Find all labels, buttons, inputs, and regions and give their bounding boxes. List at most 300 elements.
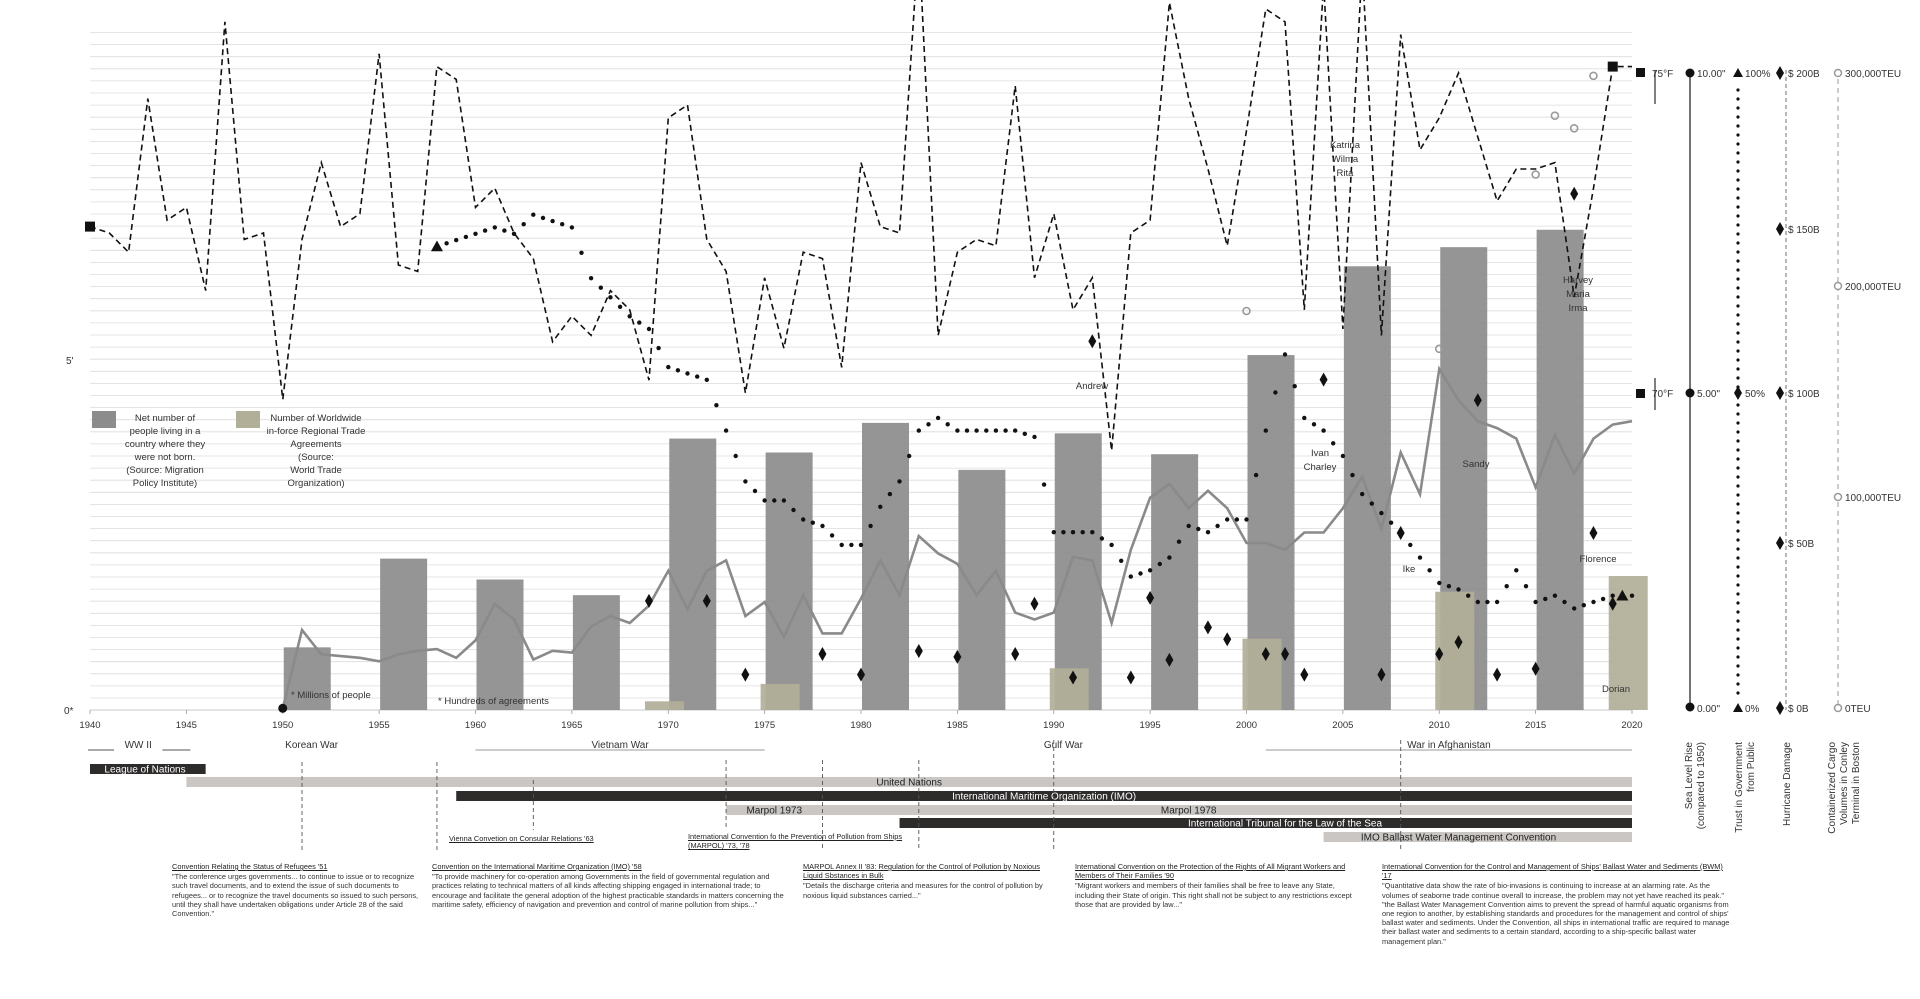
trust-point <box>897 479 901 483</box>
rta-bar <box>645 701 684 710</box>
trust-point <box>464 235 468 239</box>
trust-axis-dot <box>1736 232 1739 235</box>
trust-point <box>579 251 583 255</box>
convention-note <box>449 834 649 844</box>
trust-point <box>560 222 564 226</box>
trust-point <box>1032 435 1036 439</box>
trust-point <box>1215 524 1219 528</box>
trust-point <box>1042 482 1046 486</box>
hurricane-diamond <box>1570 187 1578 201</box>
trust-axis-dot <box>1736 97 1739 100</box>
institution-label: International Maritime Organization (IMO) <box>952 791 1137 803</box>
trust-point <box>1370 501 1374 505</box>
trust-axis-dot <box>1736 88 1739 91</box>
cargo-axis-label: 0TEU <box>1845 704 1871 715</box>
trust-point <box>772 498 776 502</box>
trust-point <box>637 320 641 324</box>
legend-label-migrants: Policy Institute) <box>132 478 198 489</box>
hurricane-diamond <box>741 668 749 682</box>
hurricane-label: Rita <box>1336 168 1354 179</box>
trust-point <box>1630 594 1634 598</box>
x-tick-label: 2010 <box>1428 720 1450 731</box>
x-tick-label: 1940 <box>79 720 101 731</box>
trust-point <box>1109 543 1113 547</box>
hurricane-diamond <box>1589 526 1597 540</box>
trust-axis-dot <box>1736 124 1739 127</box>
trust-point <box>1273 390 1277 394</box>
trust-point <box>1119 559 1123 563</box>
trust-point <box>1023 432 1027 436</box>
trust-start-marker <box>431 240 443 251</box>
trust-axis-dot <box>1736 286 1739 289</box>
trust-point <box>1408 543 1412 547</box>
trust-point <box>762 498 766 502</box>
migrants-bar <box>477 580 524 711</box>
trust-axis-dot <box>1736 574 1739 577</box>
convention-text: "To provide machinery for co-operation among Governments in the field of governmental regulation and practices relating to technical matters of all kinds affecting shipping engaged in international trade; to encourage and facilitate the general adoption of the highest practicable standards in matters concerning the maritime safety, efficiency of navigation and prevention and control of marine pollution from ships..." <box>432 872 784 909</box>
trust-point <box>1283 352 1287 356</box>
trust-axis-dot <box>1736 142 1739 145</box>
trust-point <box>955 428 959 432</box>
trust-axis-dot <box>1736 412 1739 415</box>
migrants-bar <box>380 559 427 710</box>
trust-point <box>1312 422 1316 426</box>
war-label: Korean War <box>285 740 339 751</box>
trust-axis-dot <box>1736 295 1739 298</box>
trust-axis-dot <box>1736 106 1739 109</box>
x-tick-label: 2005 <box>1332 720 1354 731</box>
trust-point <box>753 489 757 493</box>
trust-point <box>1505 584 1509 588</box>
trust-axis-dot <box>1736 313 1739 316</box>
cargo-point <box>1532 171 1539 178</box>
trust-axis-dot <box>1736 178 1739 181</box>
trust-axis-dot <box>1736 223 1739 226</box>
trust-point <box>791 508 795 512</box>
trust-point <box>1321 428 1325 432</box>
legend-label-rta: Organization) <box>287 478 345 489</box>
trust-point <box>743 479 747 483</box>
agreements-unit-note: * Hundreds of agreements <box>438 696 549 707</box>
hurricane-diamond <box>1011 647 1019 661</box>
cargo-axis-label: 300,000TEU <box>1845 69 1902 80</box>
trust-point <box>974 428 978 432</box>
institution-bar <box>822 805 1632 815</box>
convention-note <box>172 862 427 918</box>
trust-point <box>965 428 969 432</box>
trust-point <box>1533 600 1537 604</box>
institution-label: League of Nations <box>104 764 186 776</box>
x-tick-label: 2000 <box>1235 720 1258 731</box>
trust-point <box>782 498 786 502</box>
trust-point <box>724 428 728 432</box>
trust-axis-dot <box>1736 484 1739 487</box>
cargo-axis-label: 100,000TEU <box>1845 493 1902 504</box>
trust-axis-dot <box>1736 583 1739 586</box>
hurricane-diamond <box>1493 668 1501 682</box>
trust-point <box>1293 384 1297 388</box>
legend-label-rta: (Source: <box>298 452 334 463</box>
legend-label-migrants: country where they <box>124 439 206 450</box>
hurricane-axis-label: $ 150B <box>1788 225 1820 236</box>
legend-label-migrants: were not born. <box>134 452 196 463</box>
trust-axis-dot <box>1736 340 1739 343</box>
trust-axis-dot <box>1736 619 1739 622</box>
y-axis-label-zero: 0* <box>64 706 74 717</box>
hurricane-diamond <box>1223 632 1231 646</box>
trust-point <box>840 543 844 547</box>
trust-point <box>1090 530 1094 534</box>
trust-axis-dot <box>1736 250 1739 253</box>
trust-point <box>1360 492 1364 496</box>
convention-note <box>1382 862 1732 946</box>
x-tick-label: 1995 <box>1139 720 1161 731</box>
x-tick-label: 1955 <box>368 720 390 731</box>
temp-axis-label: 70°F <box>1652 389 1674 400</box>
trust-point <box>1187 524 1191 528</box>
temp-axis-marker <box>1636 68 1645 77</box>
trust-point <box>1302 416 1306 420</box>
legend-swatch-rta <box>236 411 260 428</box>
trust-point <box>705 378 709 382</box>
trust-point <box>801 517 805 521</box>
hurricane-axis-marker <box>1776 701 1784 715</box>
trust-point <box>676 368 680 372</box>
convention-note <box>1075 862 1365 909</box>
sea-axis-marker <box>1686 389 1695 398</box>
trust-point <box>647 327 651 331</box>
institution-label: Marpol 1978 <box>1160 805 1217 817</box>
trust-point <box>1476 600 1480 604</box>
cargo-point <box>1590 72 1597 79</box>
trust-axis-dot <box>1736 268 1739 271</box>
trust-point <box>1100 536 1104 540</box>
trust-point <box>1138 571 1142 575</box>
trust-point <box>714 403 718 407</box>
x-tick-label: 1945 <box>175 720 197 731</box>
convention-text: "The conference urges governments... to continue to issue or to recognize such travel documents, and to extend the issue of such documents to refugees... or to recognize the travel documents so issued to such persons, until they shall have undertaken obligations under Article 28 of the said Convention." <box>172 872 419 919</box>
trust-axis-dot <box>1736 601 1739 604</box>
trust-point <box>936 416 940 420</box>
y-axis-label-five: 5' <box>66 356 74 367</box>
trust-point <box>1331 441 1335 445</box>
trust-point <box>1071 530 1075 534</box>
migrants-bar <box>573 595 620 710</box>
trust-axis-dot <box>1736 241 1739 244</box>
convention-text: "Migrant workers and members of their families shall be free to leave any State, including their State of origin. This right shall not be subject to any restrictions except those that are provided by law..." <box>1075 881 1352 909</box>
trust-point <box>1013 428 1017 432</box>
cargo-axis-label: 200,000TEU <box>1845 282 1902 293</box>
rta-bar <box>1050 668 1089 710</box>
hurricane-label: Ivan <box>1311 448 1329 459</box>
hurricane-axis-marker <box>1776 536 1784 550</box>
convention-title: International Convention fo the Prevention of Pollution from Ships (MARPOL) '73, '78 <box>688 832 903 851</box>
trust-point <box>1052 530 1056 534</box>
trust-point <box>550 219 554 223</box>
hurricane-label: Charley <box>1303 462 1337 473</box>
trust-point <box>1254 473 1258 477</box>
trust-axis-dot <box>1736 502 1739 505</box>
institution-label: United Nations <box>876 777 942 789</box>
rta-bar <box>1243 639 1282 710</box>
trust-axis-dot <box>1736 646 1739 649</box>
trust-point <box>695 374 699 378</box>
trust-point <box>656 346 660 350</box>
temperature-end-marker <box>1608 62 1618 72</box>
trust-axis-dot <box>1736 115 1739 118</box>
rta-bar <box>761 684 800 710</box>
trust-axis-marker <box>1734 386 1742 400</box>
trust-point <box>599 286 603 290</box>
trust-point <box>1003 428 1007 432</box>
trust-axis-dot <box>1736 259 1739 262</box>
trust-axis-dot <box>1736 367 1739 370</box>
migrants-bar <box>669 439 716 710</box>
trust-point <box>512 232 516 236</box>
war-label: War in Afghanistan <box>1407 740 1491 751</box>
sea-axis-caption: Sea Level Rise <box>1684 742 1695 810</box>
hurricane-label: Dorian <box>1602 684 1630 695</box>
institution-label: Marpol 1973 <box>746 805 803 817</box>
migrants-bar <box>862 423 909 710</box>
convention-note <box>432 862 788 909</box>
x-tick-label: 2020 <box>1621 720 1643 731</box>
trust-point <box>608 295 612 299</box>
trust-axis-dot <box>1736 277 1739 280</box>
trust-axis-dot <box>1736 349 1739 352</box>
trust-axis-dot <box>1736 205 1739 208</box>
trust-point <box>1514 568 1518 572</box>
trust-axis-dot <box>1736 655 1739 658</box>
trust-axis-dot <box>1736 187 1739 190</box>
trust-axis-dot <box>1736 466 1739 469</box>
hurricane-label: Katrina <box>1329 140 1361 151</box>
hurricane-diamond <box>915 644 923 658</box>
hurricane-label: Florence <box>1579 554 1617 565</box>
hurricane-diamond <box>1204 620 1212 634</box>
convention-title: MARPOL Annex II '83: Regulation for the Control of Pollution by Noxious Liquid Sbstances in Bulk <box>803 862 1040 881</box>
convention-title: Vienna Convetion on Consular Relations '63 <box>449 834 594 843</box>
trust-axis-dot <box>1736 358 1739 361</box>
migrants-bar <box>766 452 813 710</box>
trust-axis-dot <box>1736 547 1739 550</box>
trust-point <box>878 505 882 509</box>
trust-axis-dot <box>1736 511 1739 514</box>
trust-axis-dot <box>1736 691 1739 694</box>
trust-axis-dot <box>1736 664 1739 667</box>
trust-point <box>994 428 998 432</box>
trust-point <box>859 543 863 547</box>
hurricane-label: Irma <box>1568 303 1588 314</box>
hurricane-axis-marker <box>1776 222 1784 236</box>
trust-point <box>1379 511 1383 515</box>
trust-point <box>666 365 670 369</box>
trust-point <box>1264 428 1268 432</box>
trust-point <box>907 454 911 458</box>
trust-point <box>946 422 950 426</box>
trust-point <box>444 241 448 245</box>
trust-point <box>1206 530 1210 534</box>
trust-point <box>1572 606 1576 610</box>
trust-point <box>473 232 477 236</box>
temp-axis-marker <box>1636 389 1645 398</box>
trust-point <box>1591 600 1595 604</box>
trust-point <box>1582 603 1586 607</box>
sea-axis-label: 0.00" <box>1697 704 1721 715</box>
trust-axis-dot <box>1736 160 1739 163</box>
hurricane-diamond <box>1300 668 1308 682</box>
legend-swatch-migrants <box>92 411 116 428</box>
trust-axis-dot <box>1736 592 1739 595</box>
trust-point <box>984 428 988 432</box>
hurricane-diamond <box>818 647 826 661</box>
trust-axis-dot <box>1736 556 1739 559</box>
trust-point <box>849 543 853 547</box>
legend-label-rta: Number of Worldwide <box>270 413 362 424</box>
trust-point <box>531 213 535 217</box>
legend-label-rta: World Trade <box>290 465 342 476</box>
trust-point <box>888 492 892 496</box>
sea-axis-caption: (compared to 1950) <box>1696 742 1707 830</box>
legend-label-migrants: people living in a <box>129 426 201 437</box>
cargo-axis-marker <box>1835 494 1842 501</box>
hurricane-label: Sandy <box>1462 459 1490 470</box>
legend-label-rta: Agreements <box>290 439 342 450</box>
x-tick-label: 1975 <box>754 720 776 731</box>
trust-axis-dot <box>1736 439 1739 442</box>
trust-axis-dot <box>1736 529 1739 532</box>
hurricane-label: Maria <box>1566 289 1590 300</box>
trust-point <box>1341 454 1345 458</box>
hurricane-axis-label: $ 100B <box>1788 389 1820 400</box>
trust-point <box>830 533 834 537</box>
legend-label-migrants: (Source: Migration <box>126 465 204 476</box>
hurricane-diamond <box>1397 526 1405 540</box>
hurricane-label: Ike <box>1402 564 1416 575</box>
trust-axis-label: 50% <box>1745 389 1766 400</box>
x-tick-label: 2015 <box>1525 720 1547 731</box>
x-tick-label: 1965 <box>561 720 583 731</box>
trust-point <box>811 521 815 525</box>
cargo-point <box>1571 125 1578 132</box>
trust-point <box>1601 597 1605 601</box>
institution-label: International Tribunal for the Law of the Sea <box>1188 818 1383 830</box>
hurricane-label: Andrew <box>1075 381 1109 392</box>
convention-title: Convention Relating the Status of Refugees '51 <box>172 862 328 871</box>
trust-point <box>483 228 487 232</box>
cargo-axis-marker <box>1835 70 1842 77</box>
trust-point <box>1235 517 1239 521</box>
trust-point <box>685 371 689 375</box>
convention-title: Convention on the International Maritime Organization (IMO) '58 <box>432 862 642 871</box>
trust-axis-marker <box>1733 68 1743 77</box>
migrants-unit-note: * Millions of people <box>291 690 371 701</box>
x-tick-label: 1980 <box>850 720 872 731</box>
trust-axis-dot <box>1736 196 1739 199</box>
trust-point <box>926 422 930 426</box>
institution-label: IMO Ballast Water Management Convention <box>1360 832 1557 844</box>
trust-axis-dot <box>1736 493 1739 496</box>
trust-axis-dot <box>1736 637 1739 640</box>
trust-axis-dot <box>1736 214 1739 217</box>
war-label: Gulf War <box>1043 740 1083 751</box>
convention-note <box>803 862 1048 900</box>
trust-point <box>618 305 622 309</box>
hurricane-diamond <box>1088 334 1096 348</box>
trust-axis-dot <box>1736 538 1739 541</box>
cargo-axis-marker <box>1835 705 1842 712</box>
trust-point <box>1350 473 1354 477</box>
trust-point <box>820 524 824 528</box>
trust-point <box>589 276 593 280</box>
trust-point <box>1389 521 1393 525</box>
trust-point <box>1129 574 1133 578</box>
cargo-axis-marker <box>1835 283 1842 290</box>
trust-axis-dot <box>1736 421 1739 424</box>
trust-point <box>1524 584 1528 588</box>
trust-axis-caption: Trust in Government <box>1734 742 1745 833</box>
sea-axis-label: 5.00" <box>1697 389 1721 400</box>
x-tick-label: 1990 <box>1043 720 1065 731</box>
war-label: WW II <box>124 740 152 751</box>
convention-text: "Details the discharge criteria and measures for the control of pollution by noxious liquid substances carried..." <box>803 881 1043 900</box>
trust-point <box>1225 517 1229 521</box>
trust-axis-dot <box>1736 403 1739 406</box>
trust-axis-dot <box>1736 610 1739 613</box>
hurricane-axis-label: $ 50B <box>1788 539 1815 550</box>
trust-axis-dot <box>1736 448 1739 451</box>
trust-point <box>1427 568 1431 572</box>
x-tick-label: 1985 <box>946 720 968 731</box>
x-tick-label: 1960 <box>464 720 487 731</box>
trust-axis-dot <box>1736 520 1739 523</box>
temperature-start-marker <box>85 222 95 232</box>
sea-axis-label: 10.00" <box>1697 69 1726 80</box>
trust-axis-dot <box>1736 475 1739 478</box>
trust-axis-dot <box>1736 565 1739 568</box>
trust-point <box>1081 530 1085 534</box>
trust-point <box>1196 527 1200 531</box>
hurricane-diamond <box>1127 671 1135 685</box>
trust-point <box>541 216 545 220</box>
trust-point <box>1447 584 1451 588</box>
hurricane-axis-caption: Hurricane Damage <box>1782 742 1793 826</box>
trust-point <box>1495 600 1499 604</box>
trust-point <box>493 225 497 229</box>
trust-point <box>1418 555 1422 559</box>
trust-point <box>570 225 574 229</box>
trust-axis-dot <box>1736 628 1739 631</box>
cargo-axis-caption: Terminal in Boston <box>1851 742 1862 825</box>
trust-point <box>734 454 738 458</box>
hurricane-axis-marker <box>1776 386 1784 400</box>
trust-point <box>868 524 872 528</box>
trust-axis-dot <box>1736 376 1739 379</box>
trust-axis-label: 0% <box>1745 704 1760 715</box>
cargo-axis-caption: Containerized Cargo <box>1827 742 1838 834</box>
trust-point <box>1167 555 1171 559</box>
hurricane-label: Wilma <box>1331 154 1359 165</box>
trust-axis-caption: from Public <box>1746 742 1757 793</box>
trust-axis-dot <box>1736 133 1739 136</box>
hurricane-label: Harvey <box>1562 275 1594 286</box>
trust-axis-dot <box>1736 682 1739 685</box>
trust-point <box>1177 540 1181 544</box>
trust-axis-dot <box>1736 169 1739 172</box>
trust-axis-dot <box>1736 331 1739 334</box>
trust-point <box>1437 581 1441 585</box>
trust-point <box>917 428 921 432</box>
